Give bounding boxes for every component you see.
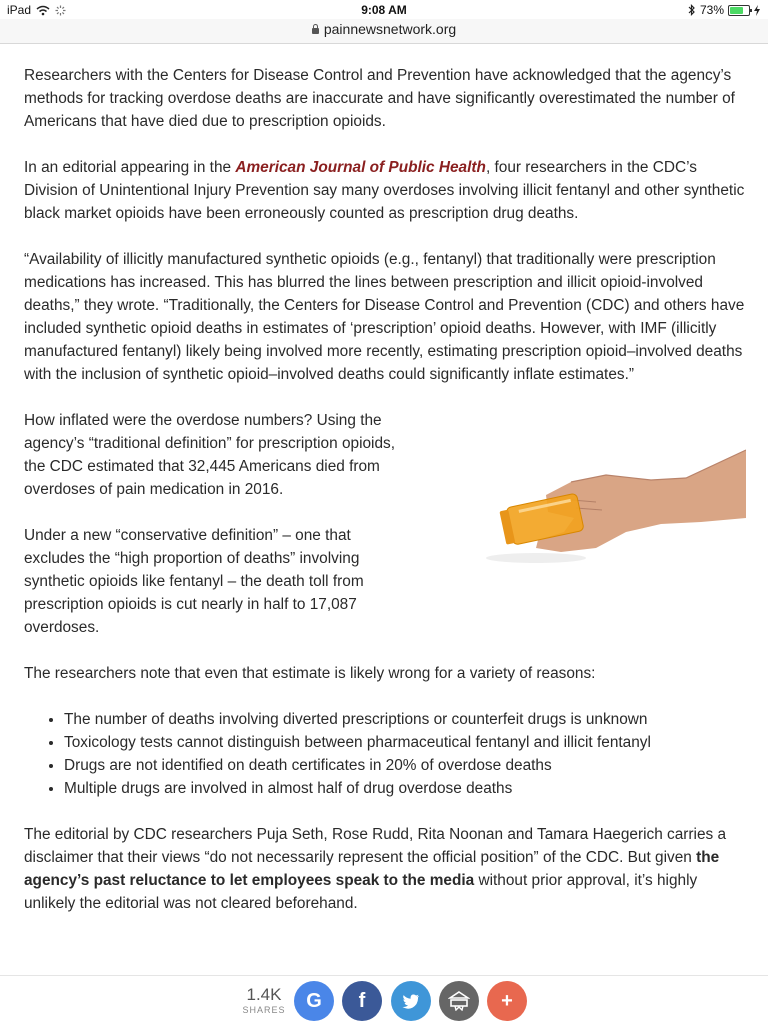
facebook-share-button[interactable]: [342, 981, 382, 1021]
twitter-icon: [401, 991, 421, 1011]
battery-percent: 73%: [699, 3, 724, 17]
paragraph-reasons: The researchers note that even that estimate is likely wrong for a variety of reasons:: [24, 665, 596, 682]
reluctance-link[interactable]: the agency’s past reluctance to let employees speak to the media: [24, 849, 720, 889]
google-icon: G: [306, 990, 322, 1012]
lock-icon: [312, 28, 319, 34]
twitter-share-button[interactable]: [391, 981, 431, 1021]
list-item: • The number of deaths involving diverted prescriptions or counterfeit drugs is unknown: [64, 708, 746, 731]
print-icon: [448, 991, 470, 1011]
paragraph-quote: “Availability of illicitly manufactured synthetic opioids (e.g., fentanyl) that traditionally were prescription medications has increased. This has blurred the lines between prescription and illicit opioid-involved deaths,” they wrote. “Traditionally, the Centers for Disease Control and Prevention (CDC) and others have included synthetic opioid deaths in estimates of ‘prescription’ opioid deaths. However, with IMF (illicitly manufactured fentanyl) likely being involved more recently, estimating prescription opioid–involved deaths with the inclusion of synthetic opioid–involved deaths could significantly inflate estimates.”: [24, 251, 745, 383]
paragraph-disclaimer: The editorial by CDC researchers Puja Seth, Rose Rudd, Rita Noonan and Tamara Haegerich carries a disclaimer that their views “do not necessarily represent the official position” of the CDC. But given the agency’s past reluctance to let employees speak to the media without prior approval, it’s highly unlikely the editorial was not cleared beforehand.: [24, 826, 727, 912]
device-label: iPad: [7, 3, 32, 17]
print-share-button[interactable]: [439, 981, 479, 1021]
list-item: • Drugs are not identified on death certificates in 20% of overdose deaths: [64, 754, 746, 777]
bluetooth-icon: [688, 4, 696, 16]
battery-icon: [728, 5, 750, 16]
charging-bolt-icon: [754, 5, 760, 16]
url-text[interactable]: painnewsnetwork.org: [323, 21, 457, 37]
facebook-icon: f: [358, 990, 366, 1012]
list-item: • Toxicology tests cannot distinguish between pharmaceutical fentanyl and illicit fentanyl: [64, 731, 746, 754]
reasons-list: [24, 708, 746, 800]
plus-icon: +: [501, 990, 513, 1012]
paragraph-intro: Researchers with the Centers for Disease Control and Prevention have acknowledged that the agency’s methods for tracking overdose deaths are inaccurate and have significantly overestimated the number of Americans that have died due to prescription opioids.: [24, 67, 735, 130]
address-bar[interactable]: [0, 19, 768, 44]
paragraph-editorial: In an editorial appearing in the American Journal of Public Health, four researchers in the CDC’s Division of Unintentional Injury Prevention say many overdoses involving illicit fentanyl and other synthetic black market opioids have been erroneously counted as prescription drug deaths.: [24, 159, 745, 222]
journal-link[interactable]: American Journal of Public Health: [235, 159, 486, 176]
list-item: • Multiple drugs are involved in almost half of drug overdose deaths: [64, 777, 746, 800]
paragraph-inflated: How inflated were the overdose numbers? Using the agency’s “traditional definition” for prescription opioids, the CDC estimated that 32,445 Americans died from overdoses of pain medication in 2016.: [24, 412, 395, 498]
share-count: 1.4K SHARES: [242, 985, 286, 1015]
share-bar: [0, 975, 768, 1025]
google-share-button[interactable]: [294, 981, 334, 1021]
status-bar: [0, 0, 768, 20]
hand-with-pill-bottle-image: [476, 440, 746, 570]
paragraph-conservative: Under a new “conservative definition” – one that excludes the “high proportion of deaths” involving synthetic opioids like fentanyl – the death toll from prescription opioids is cut nearly in half to 17,087 overdoses.: [24, 527, 364, 636]
clock: 9:08 AM: [361, 3, 407, 17]
more-share-button[interactable]: [487, 981, 527, 1021]
